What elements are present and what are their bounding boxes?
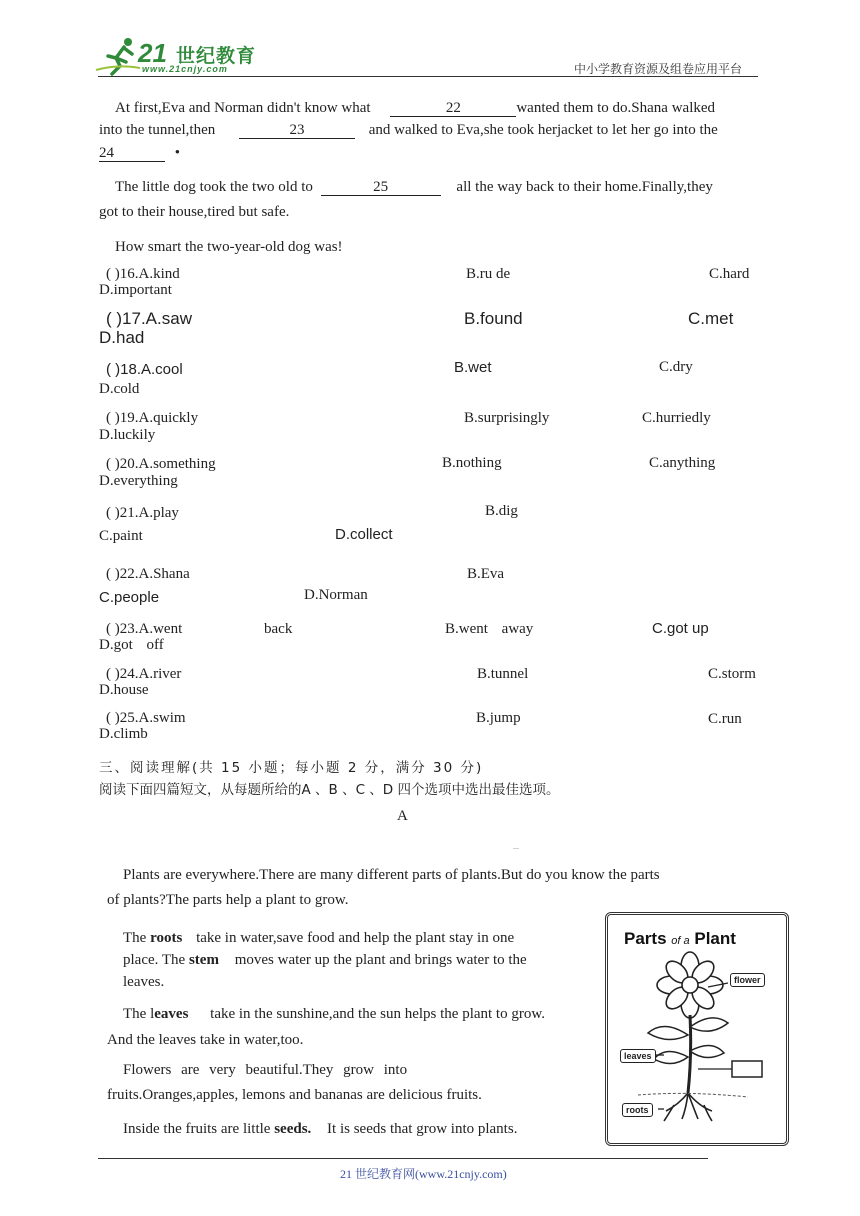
label-roots: roots — [622, 1103, 653, 1117]
bullet: • — [174, 145, 181, 161]
blank-23: 23 — [239, 123, 355, 139]
logo-text: 世纪教育 — [176, 45, 257, 67]
question-19-c[interactable]: C.hurriedly — [642, 410, 711, 426]
passage-line-2 — [99, 122, 718, 139]
question-22-c[interactable]: C.people — [99, 589, 160, 606]
question-20-c[interactable]: C.anything — [649, 455, 716, 471]
logo-url: www.21cnjy.com — [142, 64, 228, 74]
question-22-a[interactable]: ( )22.A.Shana — [106, 566, 190, 582]
question-22-d[interactable]: D.Norman — [304, 587, 368, 603]
platform-label: 中小学教育资源及组卷应用平台 — [574, 62, 743, 76]
blank-25: 25 — [321, 180, 441, 196]
passage-line-4 — [115, 179, 713, 196]
keyword-roots: roots — [150, 930, 183, 946]
question-19-b[interactable]: B.surprisingly — [464, 410, 550, 426]
question-19-d[interactable]: D.luckily — [99, 427, 156, 443]
section-instruction: 阅读下面四篇短文，从每题所给的A 、B 、C 、D 四个选项中选出最佳选项。 — [99, 782, 560, 798]
reading-leaves: The leaves take in the sunshine,and the sun helps the plant to grow. — [123, 1006, 545, 1022]
question-21-a[interactable]: ( )21.A.play — [106, 505, 179, 521]
reading-line-2: of plants?The parts help a plant to grow. — [107, 892, 349, 908]
plant-title: Parts of a Plant — [624, 929, 736, 948]
keyword-stem: stem — [188, 952, 219, 968]
question-20-b[interactable]: B.nothing — [442, 455, 502, 471]
question-23-d[interactable]: D.got off — [99, 637, 164, 653]
question-23-a-cont: back — [264, 621, 293, 637]
question-24-b[interactable]: B.tunnel — [477, 666, 529, 682]
question-17-a[interactable]: ( )17.A.saw — [106, 309, 192, 328]
passage-text: and walked to Eva,she took herjacket to let her go into the — [368, 122, 718, 138]
question-24-a[interactable]: ( )24.A.river — [106, 666, 182, 682]
keyword-leaves: eaves — [154, 1006, 189, 1022]
reading-and-leaves: And the leaves take in water,too. — [107, 1032, 304, 1048]
label-leaves: leaves — [620, 1049, 656, 1063]
question-17-b[interactable]: B.found — [464, 309, 523, 328]
question-17-d[interactable]: D.had — [99, 328, 145, 347]
question-21-c[interactable]: C.paint — [99, 528, 143, 544]
reading-stem: place. The stem moves water up the plant and brings water to the — [123, 952, 527, 968]
passage-text: all the way back to their home.Finally,they — [456, 179, 713, 195]
question-23-c[interactable]: C.got up — [652, 620, 709, 637]
blank-22: 22 — [390, 101, 516, 117]
site-logo[interactable] — [94, 36, 264, 76]
logo-mark: 21 — [138, 38, 167, 68]
footer-link[interactable]: 21 世纪教育网(www.21cnjy.com) — [340, 1167, 507, 1181]
question-18-c[interactable]: C.dry — [659, 359, 693, 375]
question-23-a[interactable]: ( )23.A.went — [106, 621, 183, 637]
question-18-b[interactable]: B.wet — [454, 359, 492, 376]
footer-divider — [98, 1158, 708, 1159]
question-21-d[interactable]: D.collect — [335, 526, 393, 543]
question-20-a[interactable]: ( )20.A.something — [106, 456, 216, 472]
runner-logo-icon — [94, 36, 142, 76]
reading-leaves-cont: leaves. — [123, 974, 165, 990]
question-17-c[interactable]: C.met — [688, 309, 734, 328]
blank-24: 24 — [99, 146, 165, 162]
question-25-c[interactable]: C.run — [708, 711, 742, 727]
question-24-d[interactable]: D.house — [99, 682, 149, 698]
passage-line-1 — [115, 100, 715, 117]
question-16-a[interactable]: ( )16.A.kind — [106, 266, 180, 282]
keyword-seeds: seeds. — [274, 1121, 312, 1137]
passage-line-5: got to their house,tired but safe. — [99, 204, 290, 220]
passage-label: A — [397, 808, 408, 824]
header-divider — [98, 76, 758, 77]
passage-text: into the tunnel,then — [99, 122, 216, 138]
question-25-a[interactable]: ( )25.A.swim — [106, 710, 186, 726]
question-20-d[interactable]: D.everything — [99, 473, 178, 489]
question-18-d[interactable]: D.cold — [99, 381, 140, 397]
question-25-d[interactable]: D.climb — [99, 726, 148, 742]
label-flower: flower — [730, 973, 765, 987]
reading-flowers-1: Flowers are very beautiful.They grow into — [123, 1062, 408, 1078]
question-16-d[interactable]: D.important — [99, 282, 172, 298]
passage-text: The little dog took the two old to — [115, 179, 313, 195]
passage-line-3 — [99, 145, 180, 162]
passage-text: At first,Eva and Norman didn't know what — [115, 100, 371, 116]
question-23-b[interactable]: B.went away — [445, 621, 534, 637]
reading-line-1: Plants are everywhere.There are many different parts of plants.But do you know the parts — [123, 867, 660, 883]
dots: ... — [513, 842, 519, 851]
question-22-b[interactable]: B.Eva — [467, 566, 505, 582]
question-16-c[interactable]: C.hard — [709, 266, 750, 282]
plant-diagram — [605, 912, 789, 1146]
reading-roots: The roots take in water,save food and help the plant stay in one — [123, 930, 515, 946]
question-19-a[interactable]: ( )19.A.quickly — [106, 410, 199, 426]
reading-seeds: Inside the fruits are little seeds. It is seeds that grow into plants. — [123, 1121, 518, 1137]
question-24-c[interactable]: C.storm — [708, 666, 756, 682]
question-16-b[interactable]: B.ru de — [466, 266, 511, 282]
reading-flowers-2: fruits.Oranges,apples, lemons and bananas are delicious fruits. — [107, 1087, 482, 1103]
section-heading: 三、阅读理解(共 15 小题；每小题 2 分，满分 30 分) — [99, 760, 484, 776]
question-21-b[interactable]: B.dig — [485, 503, 518, 519]
question-25-b[interactable]: B.jump — [476, 710, 521, 726]
question-18-a[interactable]: ( )18.A.cool — [106, 361, 183, 378]
passage-text: wanted them to do.Shana walked — [516, 100, 716, 116]
passage-line-6: How smart the two-year-old dog was! — [115, 239, 343, 255]
